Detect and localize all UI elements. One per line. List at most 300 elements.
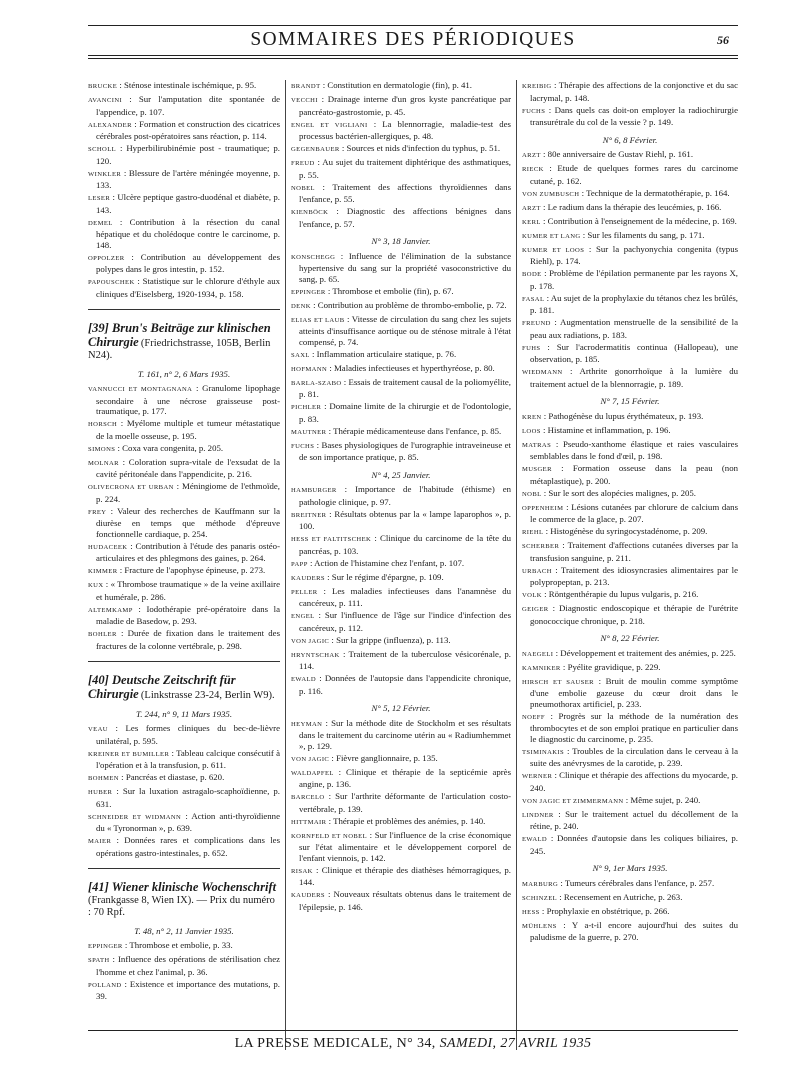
- article-entry: LOOS : Histamine et inflammation, p. 196.: [522, 424, 671, 435]
- article-entry: KAMNIKER : Pyélite gravidique, p. 229.: [522, 661, 661, 672]
- article-author: HIRSCH ET SAUSER: [522, 678, 594, 686]
- article-author: OPPOLZER: [88, 254, 125, 262]
- article-title: Action de l'histamine chez l'enfant, p. 107.: [314, 557, 465, 568]
- article-title: Histamine et inflammation, p. 196.: [547, 424, 671, 435]
- article-entry: SPATH : Influence des opérations de stérilisation chez l'homme et chez l'animal, p. 36.: [88, 954, 281, 977]
- article-author: KUMER ET LOOS: [522, 246, 585, 254]
- journal-heading: [88, 881, 280, 919]
- article-author: KREN: [522, 413, 542, 421]
- section-separator: [88, 309, 280, 310]
- article-title: Valeur des recherches de Kauffmann sur la diurèse en temps que méthode d'épreuve fonctionnelle cardiaque, p. 254.: [96, 505, 280, 539]
- article-author: ELIAS ET LAUB: [291, 316, 345, 324]
- article-entry: ALEXANDER : Formation et construction des cicatrices cérébrales post-opératoires sans réaction, p. 114.: [88, 118, 281, 141]
- article-title: Pancréas et diastase, p. 620.: [125, 772, 225, 782]
- article-title: Sur le régime d'épargne, p. 109.: [331, 571, 444, 582]
- article-author: VEAU: [88, 726, 108, 733]
- article-entry: KUX : « Thrombose traumatique » de la veine axillaire et humérale, p. 286.: [88, 579, 280, 602]
- article-title: Arthrite gonorrhoïque à la lumière du traitement actuel de la blennorragie, p. 189.: [530, 366, 738, 389]
- article-author: BREITNER: [291, 511, 327, 519]
- article-author: MAUTNER: [291, 428, 327, 436]
- article-author: EPPINGER: [88, 943, 123, 950]
- article-entry: HESS ET FALTITSCHEK : Clinique du carcinome de la tête du pancréas, p. 103.: [291, 533, 512, 556]
- article-entry: WERNER : Clinique et thérapie des affections du myocarde, p. 240.: [522, 770, 738, 793]
- article-entry: MATRAS : Pseudo-xanthome élastique et raies vasculaires semblables dans le fond d'œil, p. 198.: [522, 438, 738, 461]
- article-author: BRANDT: [291, 83, 321, 90]
- article-title: Influence de l'élimination de la substance hypertensive du sang sur la propriété vasoconstrictive du sang, p. 65.: [299, 250, 512, 284]
- article-entry: RIECK : Etude de quelques formes rares du carcinome cutané, p. 162.: [522, 163, 739, 186]
- article-title: Thrombose et embolie, p. 33.: [129, 940, 233, 950]
- article-author: HRYNTSCHAK: [291, 651, 340, 659]
- footer-rule: [88, 1030, 738, 1031]
- header-top-rule: [88, 25, 738, 26]
- article-author: WINKLER: [88, 170, 122, 178]
- article-title: Maladies infectieuses et hyperthyréose, p. 80.: [333, 362, 495, 373]
- article-title: Fracture de l'apophyse épineuse, p. 273.: [124, 565, 266, 575]
- article-title: Pyélite gravidique, p. 229.: [567, 661, 661, 672]
- article-author: BOHMEN: [88, 775, 119, 782]
- article-author: SCHOLL: [88, 146, 117, 153]
- article-title: Coxa vara congenita, p. 205.: [122, 442, 224, 453]
- article-entry: EWALD : Données d'autopsie dans les coliques biliaires, p. 245.: [522, 833, 739, 856]
- article-author: SPATH: [88, 957, 110, 964]
- article-entry: WINKLER : Blessure de l'artère méningée moyenne, p. 133.: [88, 167, 280, 190]
- article-title: Données de l'autopsie dans l'appendicite chronique, p. 116.: [299, 673, 512, 696]
- article-title: Même sujet, p. 240.: [630, 794, 701, 805]
- article-entry: OLIVECRONA ET URBAN : Méningiome de l'ethmoïde, p. 224.: [88, 481, 280, 504]
- article-author: VECCHI: [291, 97, 318, 104]
- article-title: Ulcère peptique gastro-duodénal et diabète, p. 143.: [96, 192, 281, 215]
- article-entry: FUCHS : Bases physiologiques de l'urographie intraveineuse et de son importance pratique, p. 85.: [291, 439, 511, 462]
- article-entry: GEGENBAUER : Sources et nids d'infection du typhus, p. 51.: [291, 143, 501, 153]
- article-title: Développement et traitement des anémies, p. 225.: [560, 647, 736, 658]
- article-entry: KREINER ET BUMILLER : Tableau calcique consécutif à l'opération et à la transfusion, p. 611.: [88, 747, 281, 770]
- section-separator: [88, 661, 280, 662]
- article-title: Les formes cliniques du bec-de-lièvre unilatéral, p. 595.: [96, 723, 280, 746]
- article-entry: BODE : Problème de l'épilation permanente par les rayons X, p. 178.: [522, 268, 739, 291]
- article-title: Formation et construction des cicatrices cérébrales post-opératoires sans réaction, p. 114.: [96, 118, 281, 141]
- article-entry: NOEFF : Progrès sur la méthode de la numération des thrombocytes et de son emploi pratique en particulier dans le diagnostic du carcinome, p. 235.: [522, 710, 738, 744]
- article-author: HUDACEEK: [88, 543, 128, 551]
- article-title: Fièvre ganglionnaire, p. 135.: [336, 752, 438, 763]
- article-entry: KORNFELD ET NOBEL : Sur l'influence de la crise économique sur l'état alimentaire et le développement corporel de l'enfant viennois, p. 142.: [291, 829, 511, 863]
- article-author: KAUDERS: [291, 574, 325, 582]
- article-author: KAMNIKER: [522, 664, 561, 672]
- column-left: [88, 80, 280, 1003]
- article-title: Méningiome de l'ethmoïde, p. 224.: [96, 481, 280, 504]
- article-title: Sources et nids d'infection du typhus, p. 51.: [346, 143, 501, 153]
- article-entry: BRUCKE : Sténose intestinale ischémique, p. 95.: [88, 80, 257, 90]
- article-author: FUCHS: [291, 442, 315, 450]
- article-title: Vitesse de circulation du sang chez les sujets atteints d'insuffisance aortique ou de sténose mitrale à l'état compensé, p. 74.: [299, 313, 512, 347]
- article-title: Sur le traitement actuel du décollement de la rétine, p. 240.: [530, 808, 739, 831]
- article-author: HESS ET FALTITSCHEK: [291, 536, 372, 543]
- article-author: EWALD: [522, 836, 548, 843]
- article-entry: KUMER ET LOOS : Sur la pachyonychia congenita (typus Riehl), p. 174.: [522, 243, 739, 266]
- article-entry: ENGEL ET VIGLIANI : La blennorragie, maladie-test des processus bactérien-allergiques, p. 48.: [291, 118, 511, 141]
- journal-heading: [88, 322, 280, 362]
- article-entry: FUCHS : Dans quels cas doit-on employer la radiochirurgie transurétrale du col de la vessie ? p. 149.: [522, 104, 738, 127]
- article-author: KAUDERS: [291, 892, 325, 899]
- article-entry: EWALD : Données de l'autopsie dans l'appendicite chronique, p. 116.: [291, 673, 512, 696]
- article-entry: RIEHL : Histogénèse du syringocystadénome, p. 209.: [522, 526, 708, 536]
- article-title: Existence et importance des mutations, p. 39.: [96, 978, 280, 1001]
- issue-heading: N° 7, 15 Février.: [600, 396, 660, 406]
- article-title: Domaine limite de la chirurgie et de l'odontologie, p. 83.: [299, 401, 512, 424]
- article-author: WALDAPFEL: [291, 769, 334, 777]
- issue-heading: N° 4, 25 Janvier.: [371, 469, 431, 480]
- article-entry: HOFMANN : Maladies infectieuses et hyperthyréose, p. 80.: [291, 362, 495, 373]
- article-title: Sur l'arthrite déformante de l'articulation costo-vertébrale, p. 139.: [299, 791, 512, 814]
- article-entry: ELIAS ET LAUB : Vitesse de circulation du sang chez les sujets atteints d'insuffisance aortique ou de sténose mitrale à l'état compensé, p. 74.: [291, 313, 512, 347]
- article-entry: FREUND : Augmentation menstruelle de la sensibilité de la peau aux radiations, p. 183.: [522, 317, 738, 340]
- article-title: Contribution à la résection du canal hépatique et du cholédoque contre le carcinome, p. 148.: [96, 216, 280, 250]
- article-title: Problème de l'épilation permanente par les rayons X, p. 178.: [530, 268, 739, 291]
- article-title: Coloration supra-vitale de l'exsudat de la cavité péritonéale dans l'appendicite, p. 216.: [96, 456, 280, 479]
- article-author: PAPP: [291, 560, 308, 568]
- article-entry: VON JAGIC : Fièvre ganglionnaire, p. 135.: [291, 752, 438, 763]
- article-author: DENK: [291, 302, 311, 310]
- article-entry: KREIBIG : Thérapie des affections de la conjonctive et du sac lacrymal, p. 148.: [522, 80, 738, 103]
- article-author: SAXL: [291, 351, 310, 359]
- article-author: KREINER ET BUMILLER: [88, 750, 170, 758]
- article-title: Sur l'influence de la crise économique sur l'état alimentaire et le développement corporel de l'enfant viennois, p. 142.: [299, 829, 511, 863]
- article-entry: HUBER : Sur la luxation astragalo-scaphoïdienne, p. 631.: [88, 786, 281, 809]
- article-title: Clinique du carcinome de la tête du pancréas, p. 103.: [299, 533, 512, 556]
- article-entry: DENK : Contribution au problème de thrombo-embolie, p. 72.: [291, 299, 507, 310]
- article-author: ENGEL: [291, 613, 315, 620]
- article-title: Histogénèse du syringocystadénome, p. 209.: [550, 526, 708, 536]
- article-author: MUSGER: [522, 466, 552, 473]
- article-title: Statistique sur le chlorure d'éthyle aux cliniques d'Eiselsberg, 1920-1934, p. 158.: [96, 276, 281, 299]
- article-entry: MOLNAR : Coloration supra-vitale de l'exsudat de la cavité péritonéale dans l'appendicite, p. 216.: [88, 456, 280, 479]
- article-entry: LINDNER : Sur le traitement actuel du décollement de la rétine, p. 240.: [522, 808, 739, 831]
- article-entry: VON JAGIC ET ZIMMERMANN : Même sujet, p. 240.: [522, 794, 701, 805]
- article-author: SCHERBER: [522, 543, 560, 550]
- article-author: RIECK: [522, 166, 544, 173]
- article-entry: FUHS : Sur l'acrodermatitis continua (Hallopeau), une observation, p. 185.: [522, 341, 738, 364]
- article-title: Données d'autopsie dans les coliques biliaires, p. 245.: [530, 833, 739, 856]
- article-entry: NAEGELI : Développement et traitement des anémies, p. 225.: [522, 647, 736, 658]
- article-entry: VECCHI : Drainage interne d'un gros kyste pancréatique par pancréato-gastrostomie, p. 45.: [291, 94, 511, 117]
- article-title: Sur le sort des alopécies malignes, p. 205.: [548, 487, 696, 498]
- article-entry: RISAK : Clinique et thérapie des diathèses hémorragiques, p. 144.: [291, 864, 512, 887]
- article-entry: BOHLER : Durée de fixation dans le traitement des fractures de la colonne vertébrale, p. 298.: [88, 628, 280, 651]
- article-author: PAPOUSCHEK: [88, 279, 135, 286]
- article-title: La blennorragie, maladie-test des processus bactérien-allergiques, p. 48.: [299, 118, 511, 141]
- article-entry: HEYMAN : Sur la méthode dite de Stockholm et ses résultats dans le traitement du carcinome utérin au « Radiumhemmet », p. 129.: [291, 717, 512, 751]
- article-entry: NOBEL : Traitement des affections thyroïdiennes dans l'enfance, p. 55.: [291, 181, 512, 204]
- article-entry: HAMBURGER : Importance de l'habitude (éthisme) en pathologie clinique, p. 97.: [291, 484, 512, 507]
- article-title: Contribution à l'étude des panaris ostéo-articulaires et des phlegmons des gaines, p. 264.: [96, 540, 281, 563]
- article-author: HAMBURGER: [291, 487, 337, 494]
- article-title: Nouveaux résultats obtenus dans le traitement de l'épilepsie, p. 146.: [299, 889, 512, 912]
- article-entry: KAUDERS : Nouveaux résultats obtenus dans le traitement de l'épilepsie, p. 146.: [291, 889, 512, 912]
- article-author: GEGENBAUER: [291, 146, 340, 153]
- article-title: Inflammation articulaire statique, p. 76.: [316, 348, 457, 359]
- article-title: Clinique et thérapie des diathèses hémorragiques, p. 144.: [299, 864, 512, 887]
- article-entry: MUSGER : Formation osseuse dans la peau (non métaplastique), p. 200.: [522, 463, 738, 486]
- article-title: Blessure de l'artère méningée moyenne, p. 133.: [96, 167, 280, 190]
- article-author: SCHINZEL: [522, 894, 558, 902]
- article-entry: TSIMINAKIS : Troubles de la circulation dans le cerveau à la suite des anévrysmes de la carotide, p. 239.: [522, 745, 738, 768]
- article-entry: PICHLER : Domaine limite de la chirurgie et de l'odontologie, p. 83.: [291, 401, 512, 424]
- article-author: FUHS: [522, 344, 541, 352]
- article-author: HEYMAN: [291, 720, 323, 728]
- article-author: KIENBÖCK: [291, 209, 329, 216]
- article-title: Au sujet du traitement diphtérique des asthmatiques, p. 55.: [299, 157, 512, 180]
- article-author: BARLA-SZABO: [291, 379, 342, 387]
- article-title: Thérapie médicamenteuse dans l'enfance, p. 85.: [333, 425, 502, 436]
- article-entry: GEIGER : Diagnostic endoscopique et thérapie de l'urétrite gonococcique chronique, p. 218.: [522, 603, 738, 626]
- article-title: Les maladies infectieuses dans l'anamnèse du cancéreux, p. 111.: [299, 585, 511, 608]
- article-author: URBACH: [522, 567, 552, 575]
- article-entry: FREY : Valeur des recherches de Kauffmann sur la diurèse en temps que méthode d'épreuve fonctionnelle cardiaque, p. 254.: [88, 505, 280, 539]
- article-title: Dans quels cas doit-on employer la radiochirurgie transurétrale du col de la vessie ? p. 149.: [530, 104, 738, 127]
- article-title: Données rares et complications dans les opérations gastro-intestinales, p. 652.: [96, 835, 280, 858]
- column-divider: [516, 80, 517, 1050]
- journal-name: [41] Wiener klinische Wochenschrift: [88, 880, 277, 894]
- article-title: Contribution au problème de thrombo-embolie, p. 72.: [317, 299, 507, 310]
- article-author: NAEGELI: [522, 650, 554, 658]
- article-author: VON JAGIC: [291, 755, 330, 763]
- article-entry: SCHNEIDER ET WIDMANN : Action anti-thyroïdienne du « Tyronorman », p. 639.: [88, 810, 280, 833]
- article-author: FREUD: [291, 160, 315, 167]
- article-author: BARCELO: [291, 794, 325, 801]
- article-author: SIMONS: [88, 445, 116, 453]
- article-title: Traitement de la tuberculose vésicorénale, p. 114.: [299, 648, 511, 671]
- article-entry: KONSCHEGG : Influence de l'élimination de la substance hypertensive du sang sur la propriété vasoconstrictive du sang, p. 65.: [291, 250, 512, 284]
- article-author: HORSCH: [88, 421, 118, 428]
- article-author: TSIMINAKIS: [522, 748, 565, 756]
- article-author: HITTMAIR: [291, 818, 327, 826]
- article-title: Diagnostic des affections bénignes dans l'enfance, p. 57.: [299, 206, 512, 229]
- article-author: VOLK: [522, 592, 542, 599]
- article-author: HESS: [522, 908, 540, 916]
- article-author: NOEFF: [522, 713, 545, 721]
- article-title: Iodothérapie pré-opératoire dans la maladie de Basedow, p. 293.: [96, 603, 281, 626]
- article-entry: DEMEL : Contribution à la résection du canal hépatique et du cholédoque contre le carcinome, p. 148.: [88, 216, 280, 250]
- article-author: POLLAND: [88, 981, 122, 989]
- article-title: Action anti-thyroïdienne du « Tyronorman », p. 639.: [96, 810, 280, 833]
- article-entry: HUDACEEK : Contribution à l'étude des panaris ostéo-articulaires et des phlegmons des gaines, p. 264.: [88, 540, 281, 563]
- article-entry: LESER : Ulcère peptique gastro-duodénal et diabète, p. 143.: [88, 192, 281, 215]
- article-title: Sur la méthode dite de Stockholm et ses résultats dans le traitement du carcinome utérin au « Radiumhemmet », p. 129.: [299, 717, 512, 751]
- article-entry: KIENBÖCK : Diagnostic des affections bénignes dans l'enfance, p. 57.: [291, 206, 512, 229]
- article-title: Bruit de moulin comme symptôme d'une embolie gazeuse du cœur droit dans le pneumothorax artificiel, p. 233.: [530, 675, 739, 709]
- article-entry: ARZT : Le radium dans la thérapie des leucémies, p. 166.: [522, 201, 722, 212]
- article-entry: POLLAND : Existence et importance des mutations, p. 39.: [88, 978, 280, 1001]
- article-entry: MAIER : Données rares et complications dans les opérations gastro-intestinales, p. 652.: [88, 835, 280, 858]
- article-entry: VEAU : Les formes cliniques du bec-de-lièvre unilatéral, p. 595.: [88, 723, 280, 746]
- article-entry: PELLER : Les maladies infectieuses dans l'anamnèse du cancéreux, p. 111.: [291, 585, 511, 608]
- article-author: MÜHLENS: [522, 922, 557, 930]
- article-entry: SAXL : Inflammation articulaire statique, p. 76.: [291, 348, 457, 359]
- article-title: Technique de la dermatothérapie, p. 164.: [586, 187, 730, 198]
- article-title: Tableau calcique consécutif à l'opération et à la transfusion, p. 611.: [96, 747, 281, 770]
- article-author: BRUCKE: [88, 83, 118, 90]
- article-entry: BREITNER : Résultats obtenus par la « lampe laparophos », p. 100.: [291, 508, 511, 531]
- article-title: Drainage interne d'un gros kyste pancréatique par pancréato-gastrostomie, p. 45.: [299, 94, 511, 117]
- article-title: Sur les filaments du sang, p. 171.: [587, 229, 705, 240]
- article-author: VON ZUMBUSCH: [522, 190, 580, 198]
- article-title: Progrès sur la méthode de la numération des thrombocytes et de son emploi pratique en particulier dans le diagnostic du carcinome, p. 235.: [530, 710, 738, 744]
- article-author: HOFMANN: [291, 365, 328, 373]
- article-title: Constitution en dermatologie (fin), p. 41.: [327, 80, 472, 90]
- article-title: Sur l'acrodermatitis continua (Hallopeau), une observation, p. 185.: [530, 341, 738, 364]
- article-author: KREIBIG: [522, 83, 552, 90]
- article-entry: OPPENHEIM : Lésions cutanées par chlorure de calcium dans le commerce de la glace, p. 207.: [522, 501, 739, 524]
- article-title: Thérapie et problèmes des anémies, p. 140.: [333, 815, 486, 826]
- article-entry: ENGEL : Sur l'influence de l'âge sur l'indice d'infection des cancéreux, p. 112.: [291, 610, 511, 633]
- article-author: KONSCHEGG: [291, 253, 336, 261]
- article-entry: AVANCINI : Sur l'amputation dite spontanée de l'appendice, p. 107.: [88, 94, 281, 117]
- article-title: Essais de traitement causal de la poliomyélite, p. 81.: [299, 376, 512, 399]
- article-title: Sur la grippe (influenza), p. 113.: [336, 634, 451, 645]
- article-author: NOBEL: [291, 184, 315, 192]
- article-entry: WALDAPFEL : Clinique et thérapie de la septicémie après angine, p. 136.: [291, 766, 512, 789]
- page-footer: [88, 1036, 738, 1052]
- article-entry: WIEDMANN : Arthrite gonorrhoïque à la lumière du traitement actuel de la blennorragie, p. 189.: [522, 366, 738, 389]
- column-middle: [291, 80, 511, 914]
- article-title: Au sujet de la prophylaxie du tétanos chez les brûlés, p. 181.: [530, 292, 739, 315]
- article-entry: MAUTNER : Thérapie médicamenteuse dans l'enfance, p. 85.: [291, 425, 502, 436]
- issue-heading: T. 48, n° 2, 11 Janvier 1935.: [134, 925, 234, 936]
- article-author: PICHLER: [291, 404, 322, 411]
- article-entry: HITTMAIR : Thérapie et problèmes des anémies, p. 140.: [291, 815, 486, 826]
- article-title: Bases physiologiques de l'urographie intraveineuse et de son importance pratique, p. 85.: [299, 439, 511, 462]
- article-author: GEIGER: [522, 606, 549, 613]
- article-author: NOBL: [522, 490, 542, 498]
- article-author: LOOS: [522, 427, 541, 435]
- issue-heading: N° 6, 8 Février.: [602, 134, 658, 145]
- article-title: Troubles de la circulation dans le cerveau à la suite des anévrysmes de la carotide, p. 239.: [530, 745, 738, 768]
- article-author: LINDNER: [522, 811, 554, 819]
- article-title: Traitement d'affections cutanées diverses par la transfusion sanguine, p. 211.: [530, 540, 738, 563]
- article-entry: HRYNTSCHAK : Traitement de la tuberculose vésicorénale, p. 114.: [291, 648, 511, 671]
- page-number: 56: [717, 33, 729, 47]
- article-author: MATRAS: [522, 441, 552, 449]
- article-title: Contribution au développement des polypes dans le gros intestin, p. 152.: [96, 251, 280, 274]
- article-title: Clinique et thérapie de la septicémie après angine, p. 136.: [299, 766, 512, 789]
- article-entry: MARBURG : Tumeurs cérébrales dans l'enfance, p. 257.: [522, 877, 715, 888]
- article-entry: KAUDERS : Sur le régime d'épargne, p. 109.: [291, 571, 444, 582]
- column-divider: [285, 80, 286, 1050]
- article-entry: KUMER ET LANG : Sur les filaments du sang, p. 171.: [522, 229, 705, 240]
- article-title: Y a-t-il encore aujourd'hui des suites du paludisme de la guerre, p. 270.: [530, 919, 738, 942]
- article-title: Formation osseuse dans la peau (non métaplastique), p. 200.: [530, 463, 738, 486]
- article-author: KORNFELD ET NOBEL: [291, 832, 368, 840]
- article-author: BOHLER: [88, 631, 117, 638]
- article-entry: KERL : Contribution à l'enseignement de la médecine, p. 169.: [522, 215, 737, 226]
- article-title: Sur l'influence de l'âge sur l'indice d'infection des cancéreux, p. 112.: [299, 610, 511, 633]
- issue-heading: N° 3, 18 Janvier.: [371, 236, 431, 246]
- article-author: VON JAGIC: [291, 637, 330, 645]
- article-entry: FREUD : Au sujet du traitement diphtérique des asthmatiques, p. 55.: [291, 157, 512, 180]
- article-author: ENGEL ET VIGLIANI: [291, 121, 368, 129]
- article-title: Contribution à l'enseignement de la médecine, p. 169.: [547, 215, 737, 226]
- article-author: VANNUCCI ET MONTAGNANA: [88, 386, 193, 393]
- article-entry: VANNUCCI ET MONTAGNANA : Granulome lipophage secondaire à une nécrose graisseuse post-traumatique, p. 177.: [88, 383, 281, 416]
- article-author: HUBER: [88, 789, 113, 796]
- article-entry: BARLA-SZABO : Essais de traitement causal de la poliomyélite, p. 81.: [291, 376, 512, 399]
- page-title: SOMMAIRES DES PÉRIODIQUES: [250, 29, 576, 50]
- issue-heading: T. 161, n° 2, 6 Mars 1935.: [137, 368, 231, 379]
- article-author: WERNER: [522, 773, 553, 780]
- article-author: OPPENHEIM: [522, 504, 564, 512]
- article-title: Clinique et thérapie des affections du myocarde, p. 240.: [530, 770, 738, 793]
- article-author: KUX: [88, 582, 104, 589]
- article-entry: VON JAGIC : Sur la grippe (influenza), p. 113.: [291, 634, 451, 645]
- article-author: VON JAGIC ET ZIMMERMANN: [522, 797, 624, 805]
- article-entry: SIMONS : Coxa vara congenita, p. 205.: [88, 442, 224, 453]
- article-entry: SCHINZEL : Recensement en Autriche, p. 263.: [522, 891, 683, 902]
- article-title: Myélome multiple et tumeur métastatique de la moelle osseuse, p. 195.: [96, 418, 280, 441]
- article-title: Hyperbilirubinémie post - traumatique; p. 120.: [96, 143, 281, 166]
- article-author: MARBURG: [522, 880, 559, 888]
- article-author: KIMMER: [88, 568, 118, 575]
- journal-heading: [88, 674, 280, 702]
- article-title: Pseudo-xanthome élastique et raies vasculaires semblables dans le fond d'œil, p. 198.: [530, 438, 738, 461]
- header-double-rule: [88, 58, 738, 59]
- article-title: Pathogénèse du lupus érythémateux, p. 193.: [548, 410, 704, 421]
- article-entry: OPPOLZER : Contribution au développement des polypes dans le gros intestin, p. 152.: [88, 251, 280, 274]
- article-entry: HIRSCH ET SAUSER : Bruit de moulin comme symptôme d'une embolie gazeuse du cœur droit dans le pneumothorax artificiel, p. 233.: [522, 675, 739, 709]
- article-entry: BRANDT : Constitution en dermatologie (fin), p. 41.: [291, 80, 472, 90]
- article-author: AVANCINI: [88, 97, 123, 104]
- section-separator: [88, 868, 280, 869]
- article-author: LESER: [88, 195, 111, 202]
- article-title: Tumeurs cérébrales dans l'enfance, p. 257.: [564, 877, 715, 888]
- header-bottom-rule: [88, 55, 738, 56]
- article-title: Etude de quelques formes rares du carcinome cutané, p. 162.: [530, 163, 739, 186]
- article-author: ARZT: [522, 152, 541, 159]
- article-author: PELLER: [291, 588, 318, 596]
- article-author: SCHNEIDER ET WIDMANN: [88, 813, 182, 821]
- article-title: Durée de fixation dans le traitement des fractures de la colonne vertébrale, p. 298.: [96, 628, 280, 651]
- article-author: KERL: [522, 218, 541, 226]
- article-title: Sur la pachyonychia congenita (typus Riehl), p. 174.: [530, 243, 739, 266]
- article-author: RISAK: [291, 867, 313, 875]
- article-title: Traitement des idiosyncrasies alimentaires par le polypropeptan, p. 213.: [530, 564, 738, 587]
- journal-address: (Frankgasse 8, Wien IX). — Prix du numéro : 70 Rpf.: [88, 894, 275, 918]
- journal-address: (Friedrichstrasse, 105B, Berlin N24).: [88, 337, 271, 361]
- article-author: OLIVECRONA ET URBAN: [88, 484, 174, 491]
- article-title: Recensement en Autriche, p. 263.: [563, 891, 683, 902]
- journal-name: [40] Deutsche Zeitschrift für Chirurgie: [88, 673, 236, 701]
- article-title: Influence des opérations de stérilisation chez l'homme et chez l'animal, p. 36.: [96, 954, 281, 977]
- article-title: Sur la luxation astragalo-scaphoïdienne, p. 631.: [96, 786, 281, 809]
- article-title: Le radium dans la thérapie des leucémies, p. 166.: [547, 201, 722, 212]
- article-title: Sur l'amputation dite spontanée de l'appendice, p. 107.: [96, 94, 281, 117]
- article-entry: VOLK : Röntgenthérapie du lupus vulgaris, p. 216.: [522, 589, 699, 599]
- article-author: ALTEMKAMP: [88, 606, 133, 614]
- article-title: Thrombose et embolie (fin), p. 67.: [332, 285, 454, 296]
- article-author: FUCHS: [522, 107, 546, 115]
- article-author: FREY: [88, 508, 107, 516]
- article-entry: BARCELO : Sur l'arthrite déformante de l'articulation costo-vertébrale, p. 139.: [291, 791, 512, 814]
- article-author: BODE: [522, 271, 542, 278]
- article-author: DEMEL: [88, 219, 113, 227]
- column-right: [522, 80, 738, 944]
- article-title: Sténose intestinale ischémique, p. 95.: [124, 80, 257, 90]
- article-entry: HORSCH : Myélome multiple et tumeur métastatique de la moelle osseuse, p. 195.: [88, 418, 280, 441]
- article-author: MAIER: [88, 838, 112, 845]
- article-entry: KREN : Pathogénèse du lupus érythémateux, p. 193.: [522, 410, 704, 421]
- issue-heading: T. 244, n° 9, 11 Mars 1935.: [135, 708, 233, 719]
- article-title: Importance de l'habitude (éthisme) en pathologie clinique, p. 97.: [299, 484, 512, 507]
- article-title: Thérapie des affections de la conjonctive et du sac lacrymal, p. 148.: [530, 80, 738, 103]
- article-author: WIEDMANN: [522, 369, 563, 376]
